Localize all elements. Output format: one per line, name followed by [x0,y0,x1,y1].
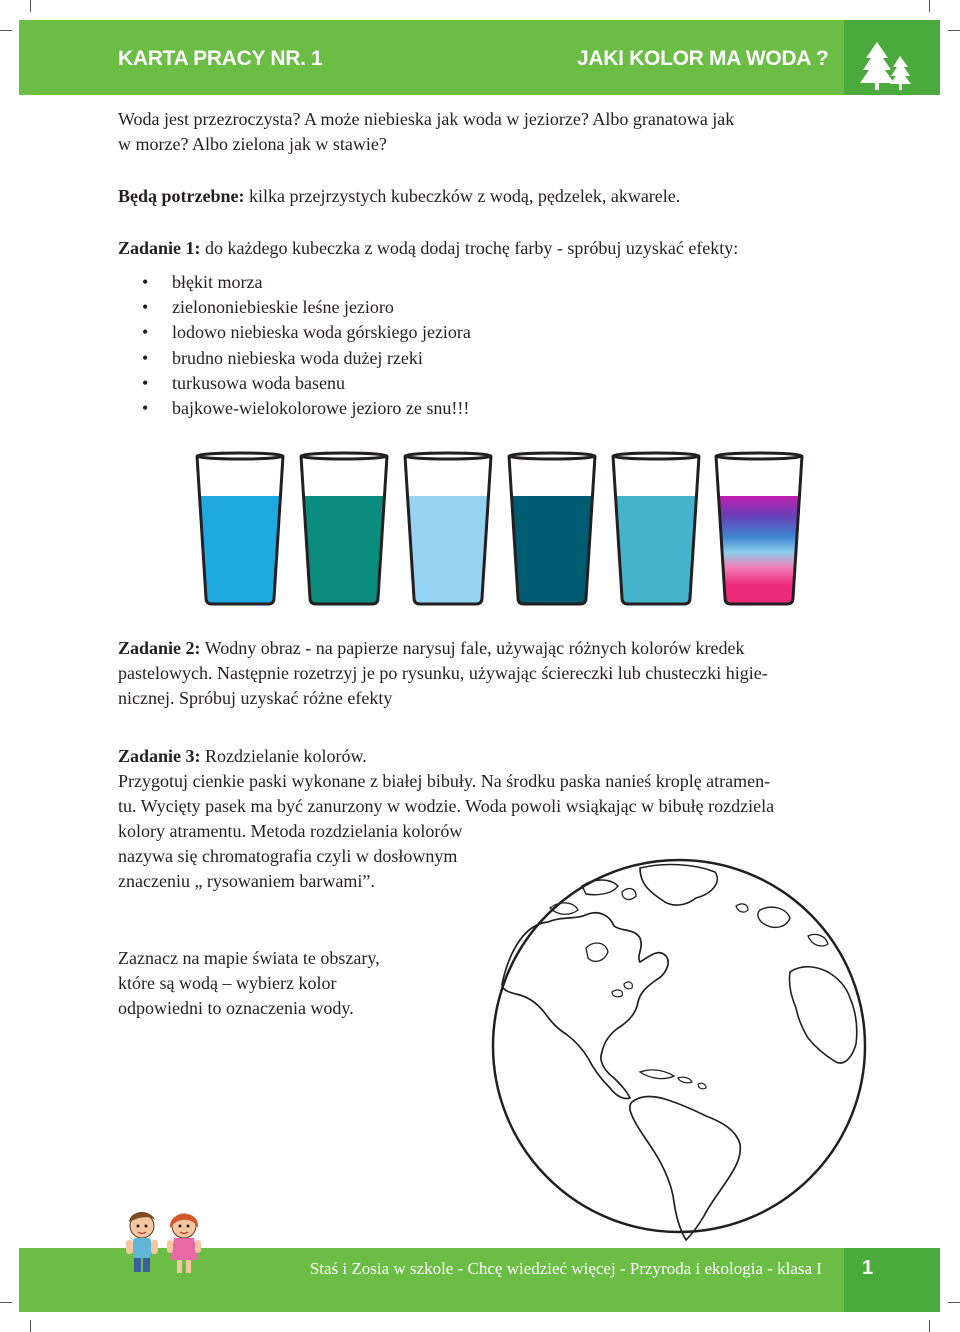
task2-text: Wodny obraz - na papierze narysuj fale, używając różnych kolorów kredek [200,638,745,658]
task1-label: Zadanie 1: [118,238,201,258]
task3-heading [118,744,367,769]
task3-line-3: kolory atramentu. Metoda rozdzielania kolorów [118,821,463,841]
glass-rim [509,453,595,459]
map-task-line-2: które są wodą – wybierz kolor [118,973,337,993]
crop-mark [929,1320,930,1332]
materials-label: Będą potrzebne: [118,186,245,206]
list-item: • turkusowa woda basenu [140,371,471,396]
world-globe-map[interactable] [490,852,870,1242]
glass-ice-blue [405,453,491,604]
task3-label: Zadanie 3: [118,746,201,766]
map-task-line-3: odpowiedni to oznaczenia wody. [118,998,354,1018]
glass-rim [613,453,699,459]
task2-line-2: pastelowych. Następnie rozetrzyj je po rysunku, używając ściereczki lub chusteczki higie- [118,663,768,683]
task3-line-5: znaczeniu „ rysowaniem barwami”. [118,871,375,891]
glass-rim [301,453,387,459]
page-number: 1 [862,1257,874,1279]
task2-line-1 [118,636,745,661]
glass-rainbow [716,453,802,604]
glass-rim [716,453,802,459]
task1-text: do każdego kubeczka z wodą dodaj trochę farby - spróbuj uzyskać efekty: [200,238,739,258]
glass-dark-teal [509,453,595,604]
task2-label: Zadanie 2: [118,638,201,658]
glass-rim [405,453,491,459]
crop-mark [30,1320,31,1332]
glass-sea-green [301,453,387,604]
task2-line-3: nicznej. Spróbuj uzyskać różne efekty [118,688,393,708]
glass-rim [197,453,283,459]
intro-line-1: Woda jest przezroczysta? A może niebieska jak woda w jeziorze? Albo granatowa jak [118,109,735,129]
children-mascots-icon [120,1204,212,1278]
list-item: • bajkowe-wielokolorowe jezioro ze snu!!! [140,396,471,421]
map-task-line-1: Zaznacz na mapie świata te obszary, [118,948,380,968]
materials-text: kilka przejrzystych kubeczków z wodą, pędzelek, akwarele. [244,186,681,206]
water-fill [303,496,384,604]
footer-series-title: Staś i Zosia w szkole - Chcę wiedzieć więcej - Przyroda i ekologia - klasa I [309,1259,822,1278]
crop-mark [0,1302,12,1303]
list-item: • lodowo niebieska woda górskiego jeziora [140,320,471,345]
task3-line-1: Przygotuj cienkie paski wykonane z białej bibuły. Na środku paska nanieś kroplę atramen- [118,771,771,791]
task3-line-4: nazywa się chromatografia czyli w dosłownym [118,846,458,866]
task3-line-2: tu. Wycięty pasek ma być zanurzony w wodzie. Woda powoli wsiąkając w bibułę rozdziela [118,796,775,816]
crop-mark [948,1302,960,1303]
water-fill [615,496,696,604]
water-fill [199,496,280,604]
list-item: • błękit morza [140,270,471,295]
glass-sky-blue [197,453,283,604]
topic-title: JAKI KOLOR MA WODA ? [577,47,829,70]
water-fill [511,496,592,604]
worksheet-title: KARTA PRACY NR. [118,47,306,70]
list-item: • brudno niebieska woda dużej rzeki [140,346,471,371]
intro-line-2: w morze? Albo zielona jak w stawie? [118,134,387,154]
glasses-illustration [0,0,960,640]
footer-tab [844,1248,940,1312]
glass-turquoise [613,453,699,604]
water-fill [407,496,488,604]
list-item: • zielononiebieskie leśne jezioro [140,295,471,320]
worksheet-number: 1 [311,47,323,70]
task3-title: Rozdzielanie kolorów. [200,746,367,766]
water-fill [718,496,799,604]
